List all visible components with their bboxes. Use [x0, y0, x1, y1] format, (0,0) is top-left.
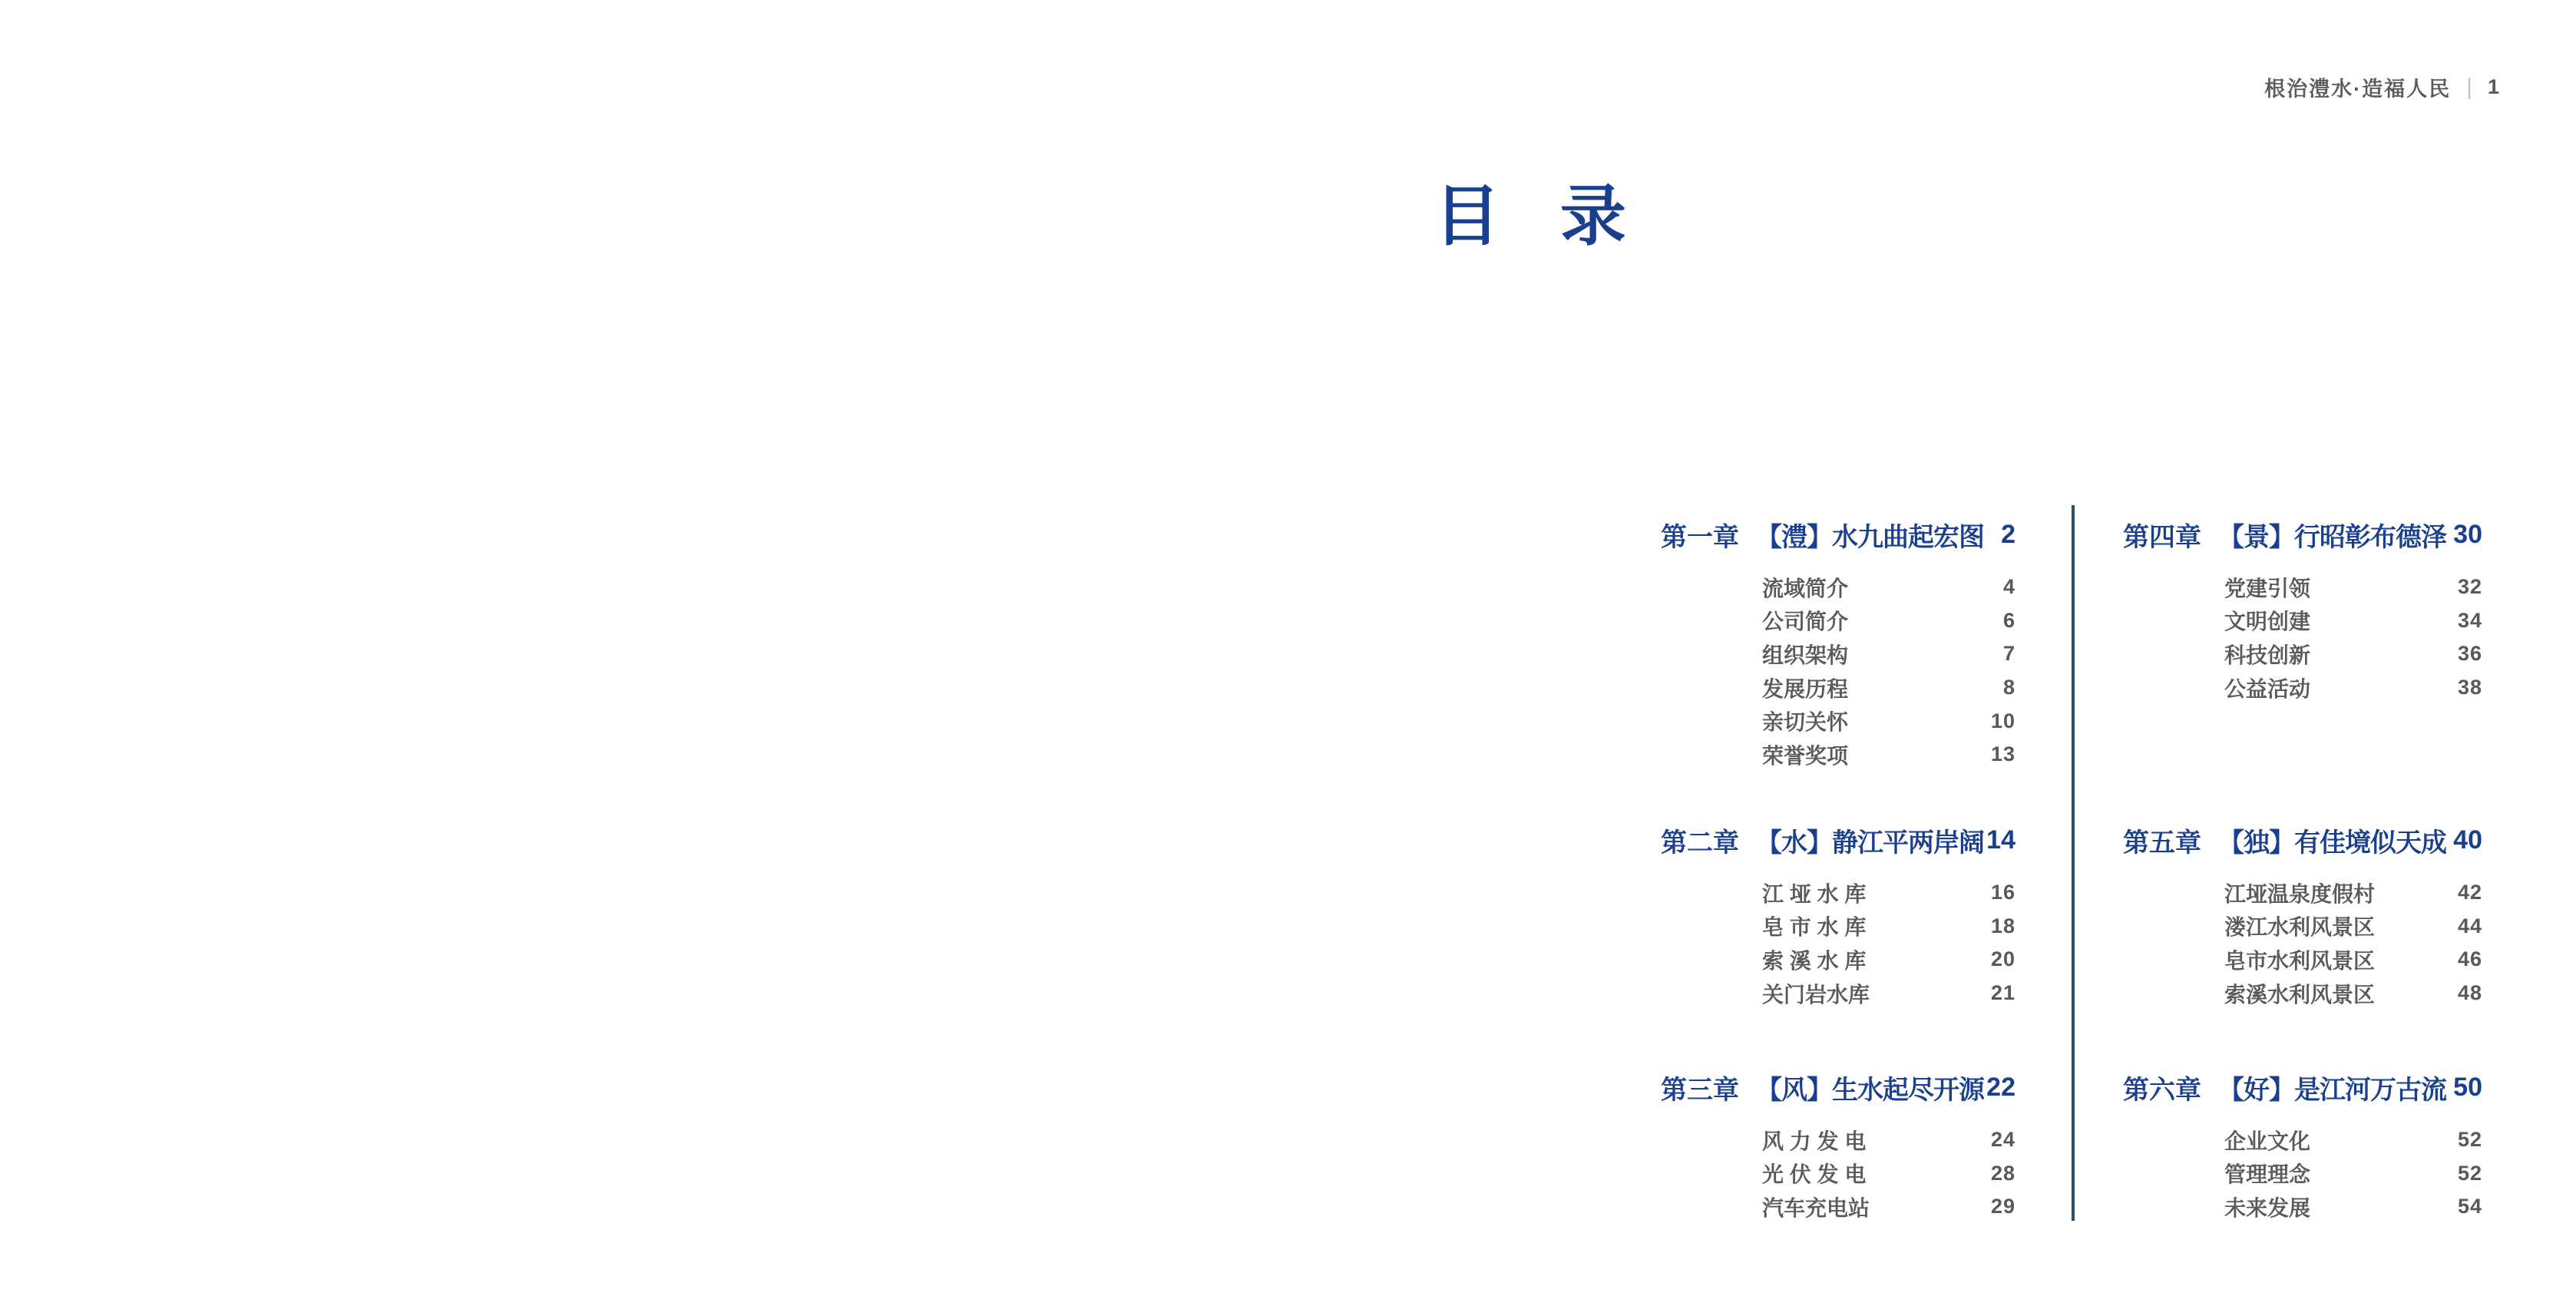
toc-item: [2224, 637, 2482, 671]
header-slogan: 根治澧水·造福人民: [2264, 78, 2452, 101]
toc-item: [1762, 1123, 2015, 1157]
toc-chapter: [2123, 1069, 2482, 1224]
toc-item-label: 科技创新: [2224, 643, 2311, 667]
toc-item-label: 皂 市 水 库: [1762, 915, 1867, 940]
toc-item: [1762, 704, 2015, 738]
toc-left-column: [1661, 516, 2015, 1253]
toc-item-label: 汽车充电站: [1762, 1195, 1870, 1220]
toc-item-page-number: 8: [2002, 676, 2015, 699]
toc-item-label: 皂市水利风景区: [2224, 948, 2376, 973]
toc-item-page-number: 24: [1990, 1128, 2015, 1152]
toc-item: [1762, 671, 2015, 705]
toc-item-label: 管理理念: [2224, 1162, 2311, 1187]
toc-item: [2224, 570, 2482, 604]
toc-item-label: 公益活动: [2224, 676, 2311, 701]
toc-item-label: 组织架构: [1762, 643, 1849, 667]
toc-item: [2224, 1190, 2482, 1224]
chapter-page-number: 30: [2453, 520, 2482, 549]
toc-item-label: 溇江水利风景区: [2224, 915, 2376, 940]
toc-right-column: [2123, 516, 2482, 1253]
toc-item-page-number: 7: [2002, 642, 2015, 666]
chapter-page-number: 2: [2001, 520, 2015, 549]
toc-item: [2224, 977, 2482, 1010]
chapter-items: [2224, 570, 2482, 704]
chapter-label: 第六章: [2123, 1076, 2201, 1105]
toc-item-page-number: 10: [1990, 709, 2015, 732]
chapter-items: [2224, 1123, 2482, 1224]
page-title: 目 录: [1434, 180, 1629, 253]
toc-chapter: [1661, 516, 2015, 772]
chapter-heading: [2123, 822, 2482, 858]
header-separator: |: [2466, 74, 2472, 100]
toc-item-label: 亲切关怀: [1762, 710, 1849, 735]
toc-item-label: 荣誉奖项: [1762, 743, 1849, 768]
chapter-label: 第二章: [1661, 828, 1739, 858]
chapter-items: [1762, 1123, 2015, 1224]
toc-item: [1762, 570, 2015, 604]
toc-item: [1762, 1190, 2015, 1224]
toc-item-label: 风 力 发 电: [1762, 1129, 1867, 1153]
toc-item-page-number: 18: [1990, 914, 2015, 937]
toc-item-label: 发展历程: [1762, 676, 1849, 701]
toc-item-label: 江垭温泉度假村: [2224, 881, 2376, 906]
toc-item-page-number: 16: [1990, 881, 2015, 904]
toc-item-label: 光 伏 发 电: [1762, 1162, 1867, 1187]
chapter-items: [1762, 876, 2015, 1010]
column-divider: [2072, 505, 2075, 1221]
toc-item-page-number: 34: [2457, 608, 2482, 632]
toc-item: [1762, 977, 2015, 1010]
toc-item-label: 关门岩水库: [1762, 982, 1870, 1007]
chapter-title: 【独】有佳境似天成: [2218, 828, 2446, 858]
chapter-title: 【景】行昭彰布德泽: [2218, 523, 2446, 552]
chapter-items: [2224, 876, 2482, 1010]
chapter-title: 【澧】水九曲起宏图: [1756, 523, 1984, 552]
toc-item-label: 企业文化: [2224, 1129, 2311, 1153]
toc-chapter: [2123, 516, 2482, 704]
toc-item-page-number: 29: [1990, 1195, 2015, 1218]
toc-item-page-number: 38: [2457, 676, 2482, 699]
toc-item: [1762, 910, 2015, 944]
toc-item-label: 公司简介: [1762, 610, 1849, 634]
toc-item-page-number: 28: [1990, 1161, 2015, 1185]
chapter-label: 第三章: [1661, 1076, 1739, 1105]
toc-chapter: [1661, 1069, 2015, 1224]
toc-item: [1762, 604, 2015, 638]
toc-item: [2224, 671, 2482, 705]
toc-item: [2224, 910, 2482, 944]
chapter-label: 第四章: [2123, 523, 2201, 552]
toc-item: [1762, 637, 2015, 671]
chapter-label: 第一章: [1661, 523, 1739, 552]
toc-item-label: 江 垭 水 库: [1762, 881, 1867, 906]
toc-item-label: 流域简介: [1762, 576, 1849, 600]
toc-item-label: 文明创建: [2224, 610, 2311, 634]
chapter-label: 第五章: [2123, 828, 2201, 858]
toc-item-page-number: 46: [2457, 947, 2482, 971]
chapter-page-number: 40: [2453, 825, 2482, 855]
chapter-page-number: 50: [2453, 1073, 2482, 1102]
chapter-title: 【水】静江平两岸阔: [1756, 828, 1984, 858]
toc-item-page-number: 36: [2457, 642, 2482, 666]
toc-item-page-number: 54: [2457, 1195, 2482, 1218]
chapter-title: 【好】是江河万古流: [2218, 1076, 2446, 1105]
toc-item-label: 未来发展: [2224, 1195, 2311, 1220]
toc-item-page-number: 52: [2457, 1161, 2482, 1185]
chapter-items: [1762, 570, 2015, 772]
page-header: [2264, 72, 2501, 102]
toc-item: [2224, 1157, 2482, 1191]
toc-item: [1762, 876, 2015, 910]
toc-item-page-number: 42: [2457, 881, 2482, 904]
chapter-heading: [2123, 1069, 2482, 1103]
toc-item-page-number: 4: [2002, 575, 2015, 599]
toc-item: [1762, 943, 2015, 977]
toc-chapter: [2123, 822, 2482, 1010]
toc-item-label: 索 溪 水 库: [1762, 948, 1867, 973]
toc-chapter: [1661, 822, 2015, 1010]
toc-item-label: 索溪水利风景区: [2224, 982, 2376, 1007]
toc-item: [2224, 1123, 2482, 1157]
toc-item: [1762, 1157, 2015, 1191]
toc-item: [2224, 876, 2482, 910]
chapter-title: 【风】生水起尽开源: [1756, 1076, 1984, 1105]
toc-item: [2224, 943, 2482, 977]
header-page-number: 1: [2487, 75, 2501, 98]
toc-item-page-number: 21: [1990, 981, 2015, 1005]
toc-item-page-number: 48: [2457, 981, 2482, 1005]
chapter-heading: [1661, 516, 2015, 550]
toc-item-page-number: 32: [2457, 575, 2482, 599]
toc-item-page-number: 20: [1990, 947, 2015, 971]
toc-item-page-number: 52: [2457, 1128, 2482, 1152]
toc-item-page-number: 44: [2457, 914, 2482, 937]
toc-item-page-number: 13: [1990, 742, 2015, 766]
toc-item: [1762, 738, 2015, 772]
chapter-page-number: 22: [1986, 1073, 2015, 1102]
chapter-heading: [1661, 822, 2015, 858]
chapter-heading: [2123, 516, 2482, 550]
toc-item-page-number: 6: [2002, 608, 2015, 632]
toc-item: [2224, 604, 2482, 638]
toc-item-label: 党建引领: [2224, 576, 2311, 600]
chapter-heading: [1661, 1069, 2015, 1103]
chapter-page-number: 14: [1986, 825, 2015, 855]
